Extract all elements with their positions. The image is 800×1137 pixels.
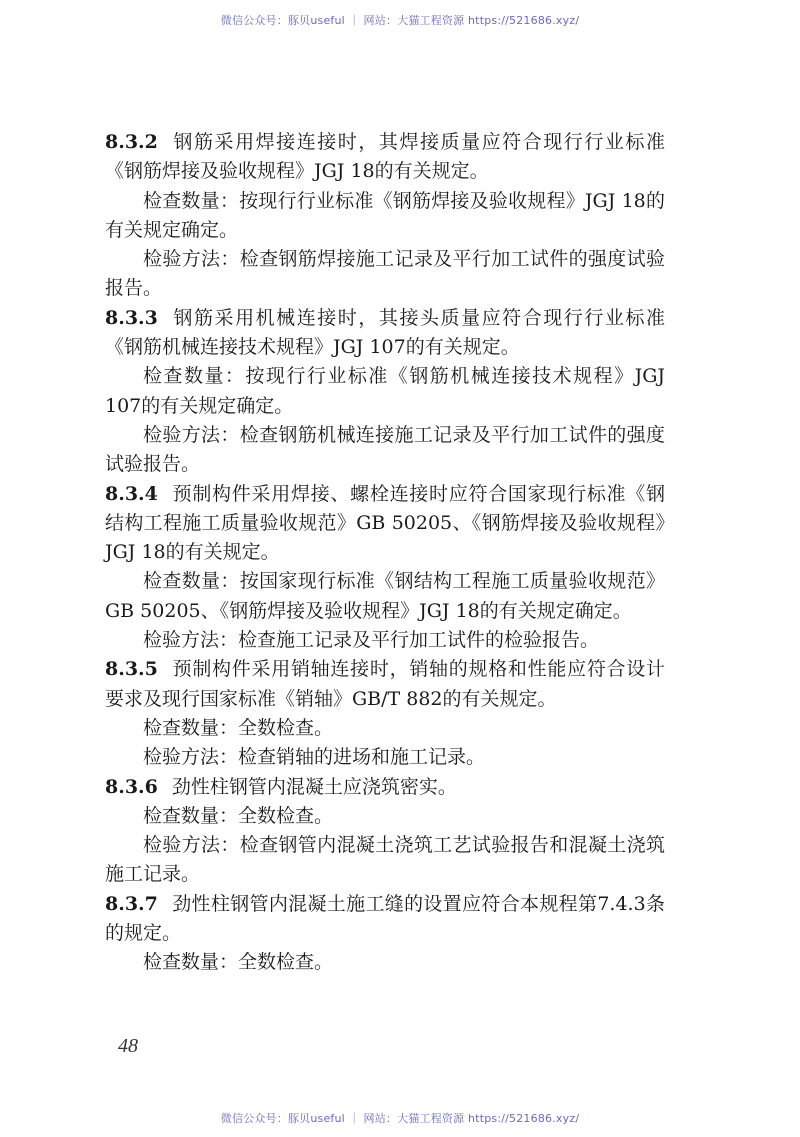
- clause-8-3-3: [105, 304, 665, 363]
- clause-number: 8.3.3: [105, 306, 158, 329]
- clause-8-3-6: [105, 773, 665, 802]
- check-method: 检验方法：检查钢管内混凝土浇筑工艺试验报告和混凝土浇筑施工记录。: [105, 834, 665, 886]
- watermark-bottom: 微信公众号：豚贝useful ｜ 网站：大猫工程资源 https://521686.xyz/: [220, 1112, 580, 1125]
- check-method: 检验方法：检查钢筋焊接施工记录及平行加工试件的强度试验报告。: [105, 248, 665, 300]
- clause-text: 预制构件采用焊接、螺栓连接时应符合国家现行标准《钢结构工程施工质量验收规范》GB 50205、《钢筋焊接及验收规程》JGJ 18的有关规定。: [105, 482, 665, 564]
- clause-8-3-2: [105, 128, 665, 187]
- watermark-top: 微信公众号：豚贝useful ｜ 网站：大猫工程资源 https://521686.xyz/: [220, 14, 580, 27]
- clause-8-3-4: [105, 480, 665, 568]
- clause-number: 8.3.2: [105, 131, 158, 153]
- clause-text: 钢筋采用机械连接时，其接头质量应符合现行行业标准《钢筋机械连接技术规程》JGJ 107的有关规定。: [105, 306, 665, 359]
- check-quantity: 检查数量：按现行行业标准《钢筋焊接及验收规程》JGJ 18的有关规定确定。: [105, 189, 665, 241]
- clause-number: 8.3.7: [105, 892, 158, 915]
- document-body: [105, 128, 665, 978]
- check-method: 检验方法：检查施工记录及平行加工试件的检验报告。: [143, 629, 600, 652]
- clause-number: 8.3.5: [105, 658, 158, 681]
- page-number: 48: [118, 1035, 138, 1057]
- check-method: 检验方法：检查销轴的进场和施工记录。: [143, 746, 486, 769]
- check-quantity: 检查数量：按国家现行标准《钢结构工程施工质量验收规范》GB 50205、《钢筋焊接及验收规程》JGJ 18的有关规定确定。: [105, 570, 665, 622]
- clause-text: 预制构件采用销轴连接时，销轴的规格和性能应符合设计要求及现行国家标准《销轴》GB/T 882的有关规定。: [105, 658, 665, 710]
- check-quantity: 检查数量：全数检查。: [143, 716, 334, 739]
- check-quantity: 检查数量：按现行行业标准《钢筋机械连接技术规程》JGJ 107的有关规定确定。: [105, 365, 665, 417]
- check-method: 检验方法：检查钢筋机械连接施工记录及平行加工试件的强度试验报告。: [105, 423, 665, 476]
- check-quantity: 检查数量：全数检查。: [143, 804, 334, 827]
- check-quantity: 检查数量：全数检查。: [143, 951, 334, 974]
- clause-text: 劲性柱钢管内混凝土应浇筑密实。: [171, 775, 457, 798]
- clause-8-3-5: [105, 655, 665, 714]
- clause-text: 钢筋采用焊接连接时，其焊接质量应符合现行行业标准《钢筋焊接及验收规程》JGJ 18的有关规定。: [105, 131, 665, 183]
- clause-number: 8.3.6: [105, 775, 158, 798]
- clause-number: 8.3.4: [105, 482, 158, 505]
- clause-8-3-7: [105, 890, 665, 949]
- clause-text: 劲性柱钢管内混凝土施工缝的设置应符合本规程第7.4.3条的规定。: [105, 892, 665, 945]
